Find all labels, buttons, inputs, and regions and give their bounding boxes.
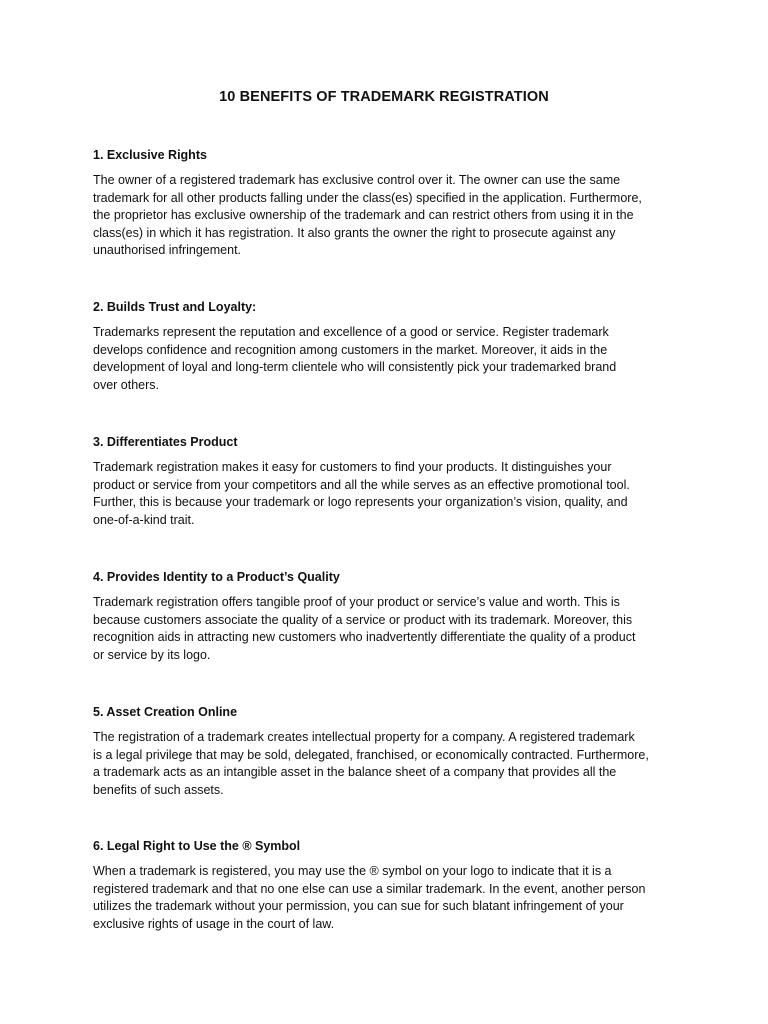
- body-line: class(es) in which it has registration. It also grants the owner the right to prosecute against any: [93, 225, 616, 240]
- body-line: trademark for all other products falling under the class(es) specified in the application. Furthermore,: [93, 190, 642, 205]
- body-line: unauthorised infringement.: [93, 243, 242, 258]
- section-builds-trust: [93, 298, 693, 394]
- body-line: because customers associate the quality of a service or product with its trademark. Moreover, this: [93, 612, 633, 627]
- body-line: recognition aids in attracting new customers who inadvertently differentiate the quality of a product: [93, 630, 636, 645]
- body-line: Further, this is because your trademark or logo represents your organization’s vision, quality, and: [93, 495, 628, 510]
- section-exclusive-rights: [93, 146, 693, 260]
- section-body: [93, 594, 693, 664]
- body-line: a trademark acts as an intangible asset in the balance sheet of a company that provides all the: [93, 765, 617, 780]
- section-heading: 6. Legal Right to Use the ® Symbol: [93, 839, 301, 853]
- body-line: one-of-a-kind trait.: [93, 512, 195, 527]
- body-line: the proprietor has exclusive ownership of the trademark and can restrict others from using it in the: [93, 208, 634, 223]
- section-body: [93, 324, 693, 394]
- section-heading: 3. Differentiates Product: [93, 435, 238, 449]
- body-line: develops confidence and recognition among customers in the market. Moreover, it aids in the: [93, 342, 608, 357]
- body-line: The registration of a trademark creates intellectual property for a company. A registered trademark: [93, 730, 635, 744]
- body-line: When a trademark is registered, you may use the ® symbol on your logo to indicate that it is a: [93, 864, 612, 878]
- body-line: product or service from your competitors and all the while serves as an effective promotional tool.: [93, 477, 630, 492]
- body-line: over others.: [93, 377, 160, 392]
- section-body: [93, 863, 693, 933]
- body-line: Trademark registration offers tangible proof of your product or service’s value and worth. This is: [93, 595, 620, 609]
- section-differentiates-product: [93, 433, 693, 529]
- body-line: or service by its logo.: [93, 647, 211, 662]
- section-body: [93, 459, 693, 529]
- body-line: The owner of a registered trademark has exclusive control over it. The owner can use the same: [93, 173, 621, 187]
- body-line: Trademarks represent the reputation and excellence of a good or service. Register trademark: [93, 325, 609, 339]
- body-line: registered trademark and that no one else can use a similar trademark. In the event, another person: [93, 881, 646, 896]
- body-line: development of loyal and long-term clientele who will consistently pick your trademarked brand: [93, 360, 617, 375]
- body-line: is a legal privilege that may be sold, delegated, franchised, or economically contracted. Furthermore,: [93, 747, 649, 762]
- section-heading: 5. Asset Creation Online: [93, 705, 238, 719]
- body-line: exclusive rights of usage in the court of law.: [93, 916, 335, 931]
- section-asset-creation: [93, 703, 693, 799]
- section-heading: 4. Provides Identity to a Product’s Quality: [93, 570, 340, 584]
- section-body: [93, 172, 693, 260]
- body-line: benefits of such assets.: [93, 782, 224, 797]
- section-body: [93, 729, 693, 799]
- section-heading: 1. Exclusive Rights: [93, 148, 207, 162]
- body-line: Trademark registration makes it easy for customers to find your products. It distinguishes your: [93, 460, 612, 474]
- section-identity-quality: [93, 568, 693, 664]
- body-line: utilizes the trademark without your permission, you can sue for such blatant infringement of your: [93, 899, 624, 914]
- section-heading: 2. Builds Trust and Loyalty:: [93, 300, 257, 314]
- section-registered-symbol: [93, 837, 693, 933]
- document-title: 10 BENEFITS OF TRADEMARK REGISTRATION: [219, 89, 549, 105]
